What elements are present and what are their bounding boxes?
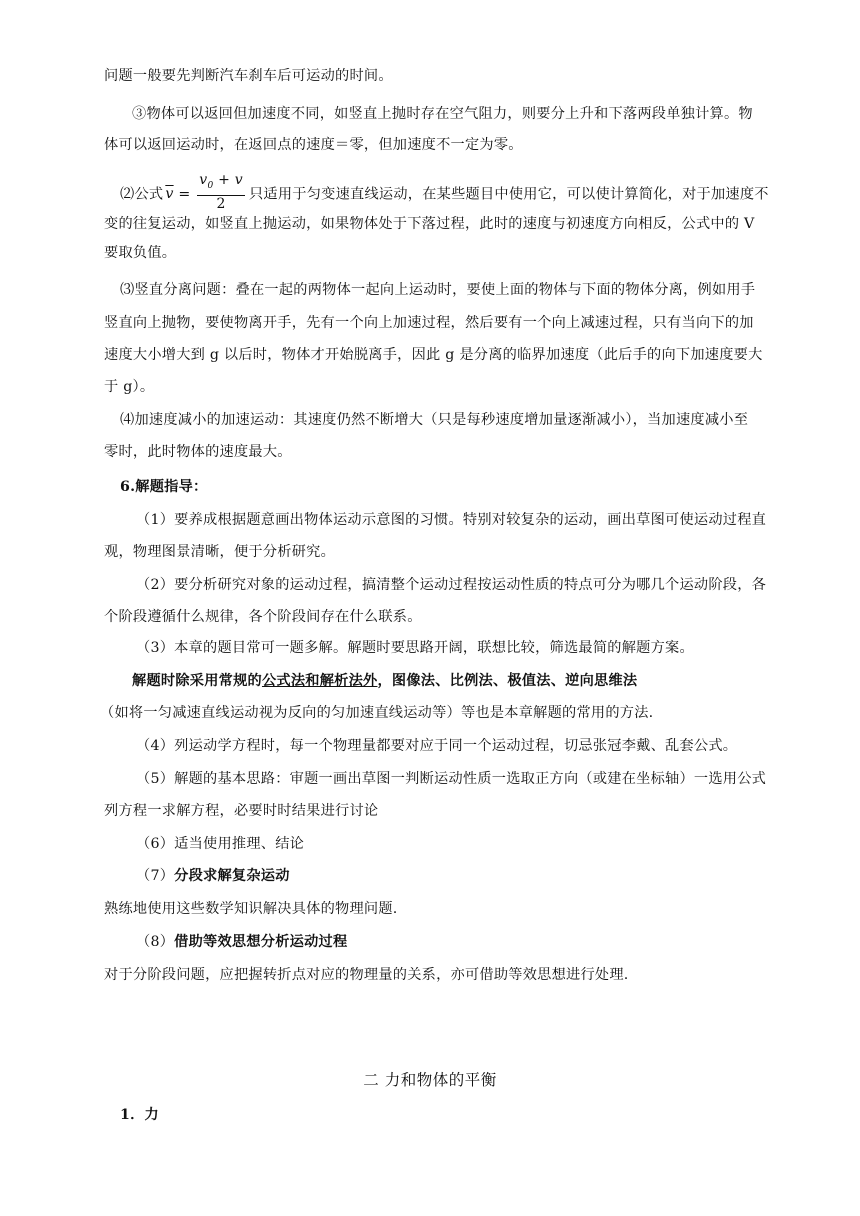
section-heading: 6.解题指导：	[120, 479, 208, 495]
methods-lead: 解题时除采用常规的	[132, 673, 262, 689]
paragraph-line: 零时，此时物体的速度最大。	[104, 444, 292, 460]
paragraph-line: 变的往复运动，如竖直上抛运动，如果物体处于下落过程，此时的速度与初速度方向相反，公式中的 V	[104, 216, 755, 232]
paragraph-line: 列方程一求解方程，必要时时结果进行讨论	[104, 803, 379, 819]
methods-underlined: 公式法和解析法外	[261, 673, 378, 689]
paragraph-line: 要取负值。	[104, 245, 177, 261]
equals-sign: =	[173, 186, 196, 203]
paragraph-line: （如将一匀减速直线运动视为反向的匀加速直线运动等）等也是本章解题的常用的方法.	[100, 705, 654, 721]
paragraph-line: 观，物理图景清晰，便于分析研究。	[104, 544, 336, 560]
bold-methods-line	[132, 671, 794, 691]
item-number: （8）	[136, 934, 175, 950]
paragraph-line: 对于分阶段问题，应把握转折点对应的物理量的关系，亦可借助等效思想进行处理.	[104, 967, 629, 983]
paragraph-line: ⑷加速度减小的加速运动：其速度仍然不断增大（只是每秒速度增加量逐渐减小），当加速度减小至	[120, 412, 749, 428]
item-title: 分段求解复杂运动	[174, 868, 290, 884]
paragraph-line: 竖直向上抛物，要使物离开手，先有一个向上加速过程，然后要有一个向上减速过程，只有当向下的加	[104, 315, 754, 331]
paragraph-line: 于 g）。	[104, 379, 155, 395]
subheading-line	[136, 866, 794, 886]
paragraph-line: 体可以返回运动时，在返回点的速度＝零，但加速度不一定为零。	[104, 137, 523, 153]
item-title: 借助等效思想分析运动过程	[174, 934, 348, 950]
paragraph-line: （6）适当使用推理、结论	[136, 836, 305, 852]
paragraph-line: （2）要分析研究对象的运动过程，搞清整个运动过程按运动性质的特点可分为哪几个运动阶段，各	[136, 577, 767, 593]
chapter-title: 二 力和物体的平衡	[363, 1071, 497, 1089]
velocity-fraction	[197, 172, 245, 213]
item-number: （7）	[136, 868, 175, 884]
paragraph-line: （3）本章的题目常可一题多解。解题时要思路开阔，联想比较，筛选最简的解题方案。	[136, 640, 694, 656]
paragraph-line: （5）解题的基本思路：审题一画出草图一判断运动性质一选取正方向（或建在坐标轴）一选用公式	[136, 771, 767, 787]
paragraph-line: （4）列运动学方程时，每一个物理量都要对应于同一个运动过程，切忌张冠李戴、乱套公式。	[136, 738, 738, 754]
paragraph-line: 问题一般要先判断汽车刹车后可运动的时间。	[104, 68, 393, 84]
paragraph-line: （1）要养成根据题意画出物体运动示意图的习惯。特别对较复杂的运动，画出草图可使运动过程直	[136, 512, 767, 528]
formula-explanation: 只适用于匀变速直线运动，在某些题目中使用它，可以使计算简化，对于加速度不	[248, 186, 769, 203]
methods-rest: ，图像法、比例法、极值法、逆向思维法	[377, 673, 638, 689]
paragraph-line: ⑶竖直分离问题：叠在一起的两物体一起向上运动时，要使上面的物体与下面的物体分离，例如用手	[120, 282, 756, 298]
paragraph-line: ③物体可以返回但加速度不同，如竖直上抛时存在空气阻力，则要分上升和下落两段单独计算。物	[132, 106, 753, 122]
paragraph-line: 速度大小增大到 g 以后时，物体才开始脱离手，因此 g 是分离的临界加速度（此后手的向下加速度要大	[104, 347, 763, 363]
formula-prefix: ⑵公式	[120, 186, 164, 203]
subheading-line	[136, 932, 794, 952]
mean-velocity-symbol: $\overline{v}$	[165, 186, 174, 203]
paragraph-line: 熟练地使用这些数学知识解决具体的物理问题.	[104, 901, 398, 917]
fraction-denominator: 2	[216, 195, 226, 212]
paragraph-line: 个阶段遵循什么规律，各个阶段间存在什么联系。	[104, 609, 422, 625]
formula-line	[120, 172, 794, 212]
fraction-numerator: $v_0 + v$	[197, 172, 245, 196]
section-heading: 1．力	[120, 1107, 159, 1123]
